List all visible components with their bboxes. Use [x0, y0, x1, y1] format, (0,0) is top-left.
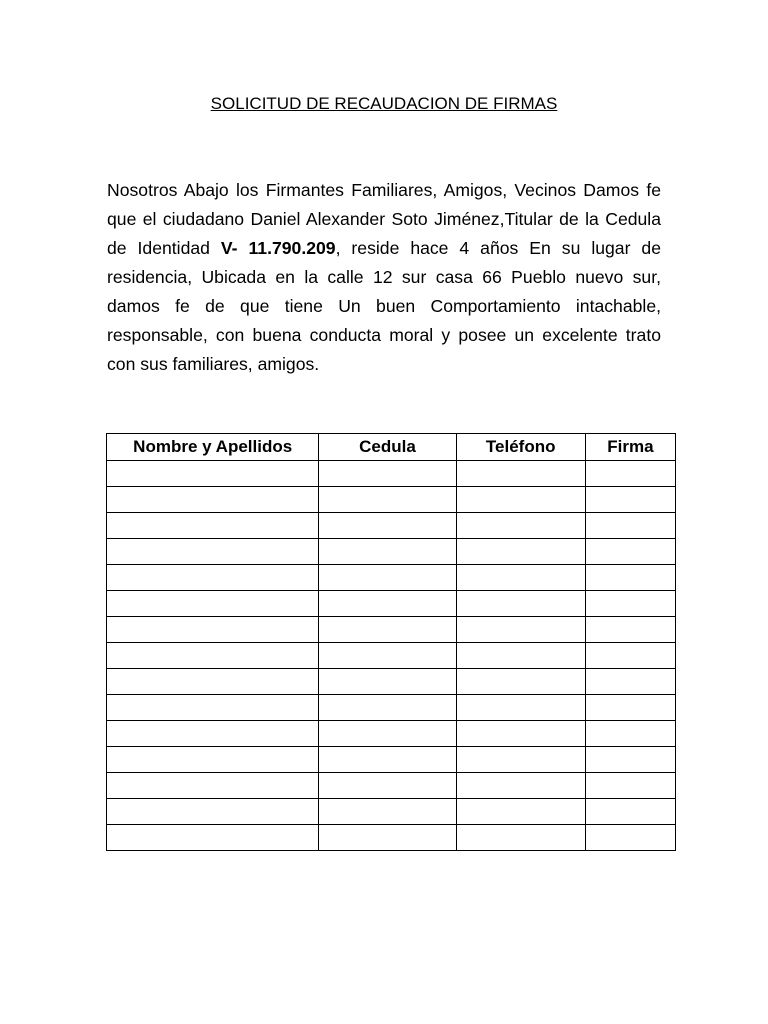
header-nombre: Nombre y Apellidos: [107, 434, 319, 461]
cedula-cell[interactable]: [319, 669, 456, 695]
telefono-cell[interactable]: [456, 539, 585, 565]
cedula-cell[interactable]: [319, 591, 456, 617]
telefono-cell[interactable]: [456, 643, 585, 669]
telefono-cell[interactable]: [456, 669, 585, 695]
table-row: [107, 825, 676, 851]
header-cedula: Cedula: [319, 434, 456, 461]
firma-cell[interactable]: [585, 487, 675, 513]
telefono-cell[interactable]: [456, 513, 585, 539]
table-row: [107, 565, 676, 591]
table-row: [107, 461, 676, 487]
nombre-cell[interactable]: [107, 617, 319, 643]
header-telefono: Teléfono: [456, 434, 585, 461]
table-row: [107, 643, 676, 669]
telefono-cell[interactable]: [456, 695, 585, 721]
table-row: [107, 539, 676, 565]
telefono-cell[interactable]: [456, 617, 585, 643]
cedula-cell[interactable]: [319, 799, 456, 825]
cedula-cell[interactable]: [319, 617, 456, 643]
table-row: [107, 695, 676, 721]
table-row: [107, 669, 676, 695]
cedula-cell[interactable]: [319, 825, 456, 851]
firma-cell[interactable]: [585, 565, 675, 591]
paragraph-text-before-id: Nosotros Abajo los Firmantes Familiares, Amigos, Vecinos Damos fe que el ciudadano Daniel Alexander Soto Jiménez,Titular de la Cedula de Identidad: [107, 180, 661, 258]
table-row: [107, 617, 676, 643]
cedula-cell[interactable]: [319, 539, 456, 565]
firma-cell[interactable]: [585, 539, 675, 565]
cedula-cell[interactable]: [319, 461, 456, 487]
nombre-cell[interactable]: [107, 669, 319, 695]
table-row: [107, 747, 676, 773]
nombre-cell[interactable]: [107, 591, 319, 617]
telefono-cell[interactable]: [456, 747, 585, 773]
signature-table: [106, 433, 676, 851]
firma-cell[interactable]: [585, 513, 675, 539]
nombre-cell[interactable]: [107, 487, 319, 513]
table-row: [107, 487, 676, 513]
firma-cell[interactable]: [585, 799, 675, 825]
table-header-row: [107, 434, 676, 461]
telefono-cell[interactable]: [456, 721, 585, 747]
table-body: [107, 461, 676, 851]
telefono-cell[interactable]: [456, 591, 585, 617]
nombre-cell[interactable]: [107, 539, 319, 565]
nombre-cell[interactable]: [107, 799, 319, 825]
firma-cell[interactable]: [585, 643, 675, 669]
firma-cell[interactable]: [585, 773, 675, 799]
nombre-cell[interactable]: [107, 721, 319, 747]
firma-cell[interactable]: [585, 695, 675, 721]
table-row: [107, 591, 676, 617]
cedula-cell[interactable]: [319, 721, 456, 747]
firma-cell[interactable]: [585, 591, 675, 617]
nombre-cell[interactable]: [107, 773, 319, 799]
id-number: V- 11.790.209: [220, 238, 336, 258]
paragraph-text-after-id: , reside hace 4 años En su lugar de residencia, Ubicada en la calle 12 sur casa 66 Pueblo nuevo sur, damos fe de que tiene Un buen Comportamiento intachable, responsable, con buena conducta moral y posee un excelente trato con sus familiares, amigos.: [107, 238, 661, 374]
nombre-cell[interactable]: [107, 695, 319, 721]
nombre-cell[interactable]: [107, 461, 319, 487]
body-paragraph: [107, 176, 661, 379]
document-title: SOLICITUD DE RECAUDACION DE FIRMAS: [210, 94, 558, 113]
firma-cell[interactable]: [585, 617, 675, 643]
table-row: [107, 799, 676, 825]
firma-cell[interactable]: [585, 721, 675, 747]
firma-cell[interactable]: [585, 669, 675, 695]
cedula-cell[interactable]: [319, 695, 456, 721]
cedula-cell[interactable]: [319, 643, 456, 669]
cedula-cell[interactable]: [319, 565, 456, 591]
telefono-cell[interactable]: [456, 773, 585, 799]
telefono-cell[interactable]: [456, 461, 585, 487]
firma-cell[interactable]: [585, 825, 675, 851]
table-row: [107, 721, 676, 747]
cedula-cell[interactable]: [319, 773, 456, 799]
cedula-cell[interactable]: [319, 747, 456, 773]
telefono-cell[interactable]: [456, 825, 585, 851]
nombre-cell[interactable]: [107, 513, 319, 539]
cedula-cell[interactable]: [319, 487, 456, 513]
nombre-cell[interactable]: [107, 643, 319, 669]
firma-cell[interactable]: [585, 461, 675, 487]
table-row: [107, 513, 676, 539]
nombre-cell[interactable]: [107, 565, 319, 591]
telefono-cell[interactable]: [456, 565, 585, 591]
firma-cell[interactable]: [585, 747, 675, 773]
telefono-cell[interactable]: [456, 487, 585, 513]
header-firma: Firma: [585, 434, 675, 461]
nombre-cell[interactable]: [107, 747, 319, 773]
table-row: [107, 773, 676, 799]
telefono-cell[interactable]: [456, 799, 585, 825]
nombre-cell[interactable]: [107, 825, 319, 851]
cedula-cell[interactable]: [319, 513, 456, 539]
